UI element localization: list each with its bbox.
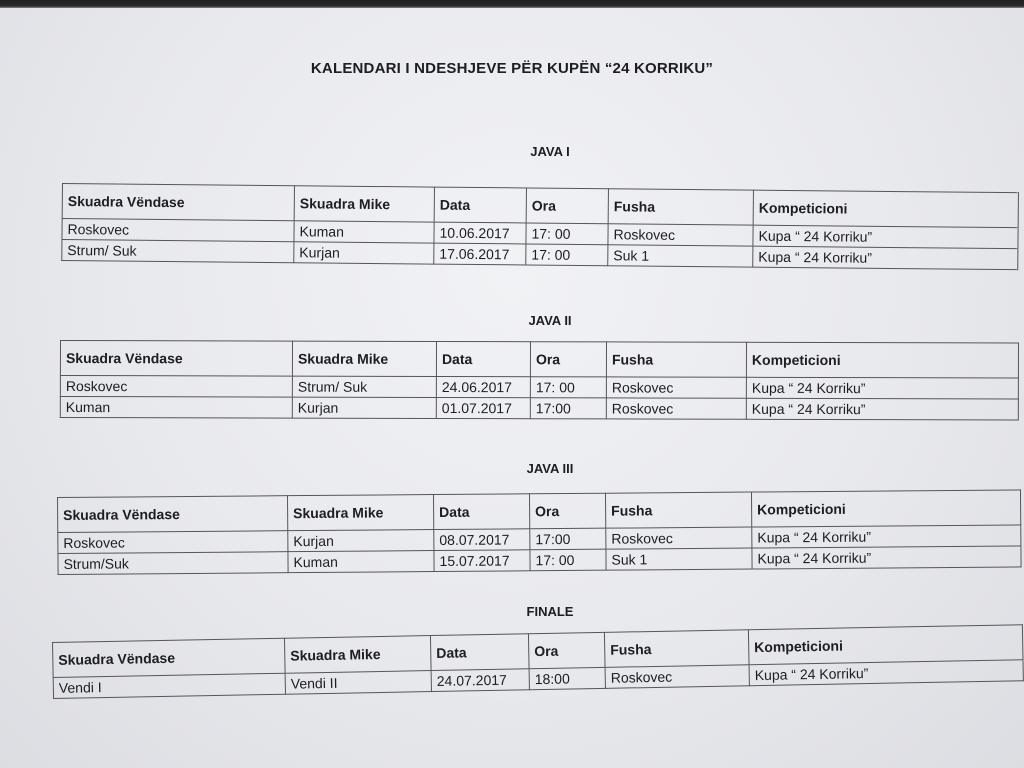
header-away-team: Skuadra Mike <box>292 341 436 376</box>
cell-time: 18:00 <box>529 667 605 689</box>
cell-competition: Kupa “ 24 Korriku” <box>753 225 1018 249</box>
header-competition: Kompeticioni <box>751 490 1020 527</box>
cell-field: Roskovec <box>606 377 746 398</box>
cell-time: 17: 00 <box>526 223 608 245</box>
header-time: Ora <box>530 342 606 377</box>
cell-time: 17: 00 <box>530 377 606 398</box>
cell-competition: Kupa “ 24 Korriku” <box>752 546 1021 569</box>
cell-away-team: Kurjan <box>292 397 436 418</box>
header-home-team: Skuadra Vëndase <box>58 496 288 533</box>
cell-home-team: Roskovec <box>60 376 292 398</box>
table-header-row <box>60 341 1018 379</box>
header-date: Data <box>433 494 529 530</box>
cell-home-team: Strum/Suk <box>58 552 288 575</box>
week-2-title: JAVA II <box>528 313 572 328</box>
cell-home-team: Kuman <box>60 397 292 419</box>
header-field: Fusha <box>604 630 749 668</box>
cell-home-team: Strum/ Suk <box>62 240 294 263</box>
cell-field: Roskovec <box>605 665 749 689</box>
cell-competition: Kupa “ 24 Korriku” <box>746 398 1018 420</box>
cell-time: 17:00 <box>530 528 606 550</box>
header-date: Data <box>430 634 529 671</box>
cell-field: Suk 1 <box>608 245 753 267</box>
header-field: Fusha <box>605 492 751 528</box>
cell-date: 24.06.2017 <box>436 376 530 397</box>
header-date: Data <box>434 187 526 223</box>
cell-home-team: Roskovec <box>62 219 294 242</box>
cell-competition: Kupa “ 24 Korriku” <box>753 246 1018 270</box>
cell-competition: Kupa “ 24 Korriku” <box>752 525 1021 548</box>
header-competition: Kompeticioni <box>753 190 1018 228</box>
header-away-team: Skuadra Mike <box>284 636 431 674</box>
cell-away-team: Kuman <box>294 221 434 243</box>
cell-home-team: Roskovec <box>58 531 288 554</box>
cell-competition: Kupa “ 24 Korriku” <box>749 660 1023 686</box>
header-home-team: Skuadra Vëndase <box>62 184 294 221</box>
header-time: Ora <box>526 188 608 224</box>
table-row <box>60 376 1018 400</box>
week-3-title: JAVA III <box>526 461 574 476</box>
cell-competition: Kupa “ 24 Korriku” <box>746 377 1018 399</box>
cell-field: Roskovec <box>606 398 746 419</box>
header-competition: Kompeticioni <box>748 625 1023 665</box>
cell-time: 17: 00 <box>526 244 608 266</box>
cell-field: Roskovec <box>606 527 752 549</box>
header-field: Fusha <box>608 189 753 225</box>
cell-date: 08.07.2017 <box>434 529 530 551</box>
header-competition: Kompeticioni <box>746 342 1018 378</box>
cell-time: 17: 00 <box>530 549 606 571</box>
cell-away-team: Vendi II <box>285 671 431 695</box>
cell-date: 17.06.2017 <box>434 243 526 265</box>
cell-date: 15.07.2017 <box>434 550 530 572</box>
header-away-team: Skuadra Mike <box>294 186 434 222</box>
cell-away-team: Strum/ Suk <box>292 376 436 397</box>
header-time: Ora <box>528 632 605 668</box>
cell-date: 10.06.2017 <box>434 222 526 244</box>
cell-time: 17:00 <box>530 398 606 419</box>
document-title: KALENDARI I NDESHJEVE PËR KUPËN “24 KORRIKU” <box>310 60 714 77</box>
cell-away-team: Kurjan <box>294 242 434 264</box>
cell-field: Roskovec <box>608 224 753 246</box>
cell-date: 01.07.2017 <box>436 397 530 418</box>
header-away-team: Skuadra Mike <box>287 495 433 531</box>
cell-home-team: Vendi I <box>53 673 285 698</box>
header-home-team: Skuadra Vëndase <box>60 341 292 377</box>
cell-field: Suk 1 <box>606 548 752 570</box>
cell-away-team: Kuman <box>288 551 434 573</box>
schedule-table-week-3 <box>57 489 1022 575</box>
header-date: Data <box>436 341 530 376</box>
schedule-table-week-1 <box>61 183 1019 270</box>
header-home-team: Skuadra Vëndase <box>53 638 286 677</box>
header-field: Fusha <box>606 342 746 377</box>
final-title: FINALE <box>526 604 574 619</box>
table-row <box>60 397 1018 421</box>
cell-away-team: Kurjan <box>288 530 434 552</box>
week-1-title: JAVA I <box>530 144 570 159</box>
schedule-table-week-2 <box>60 340 1019 421</box>
header-time: Ora <box>529 493 605 529</box>
cell-date: 24.07.2017 <box>431 669 529 692</box>
